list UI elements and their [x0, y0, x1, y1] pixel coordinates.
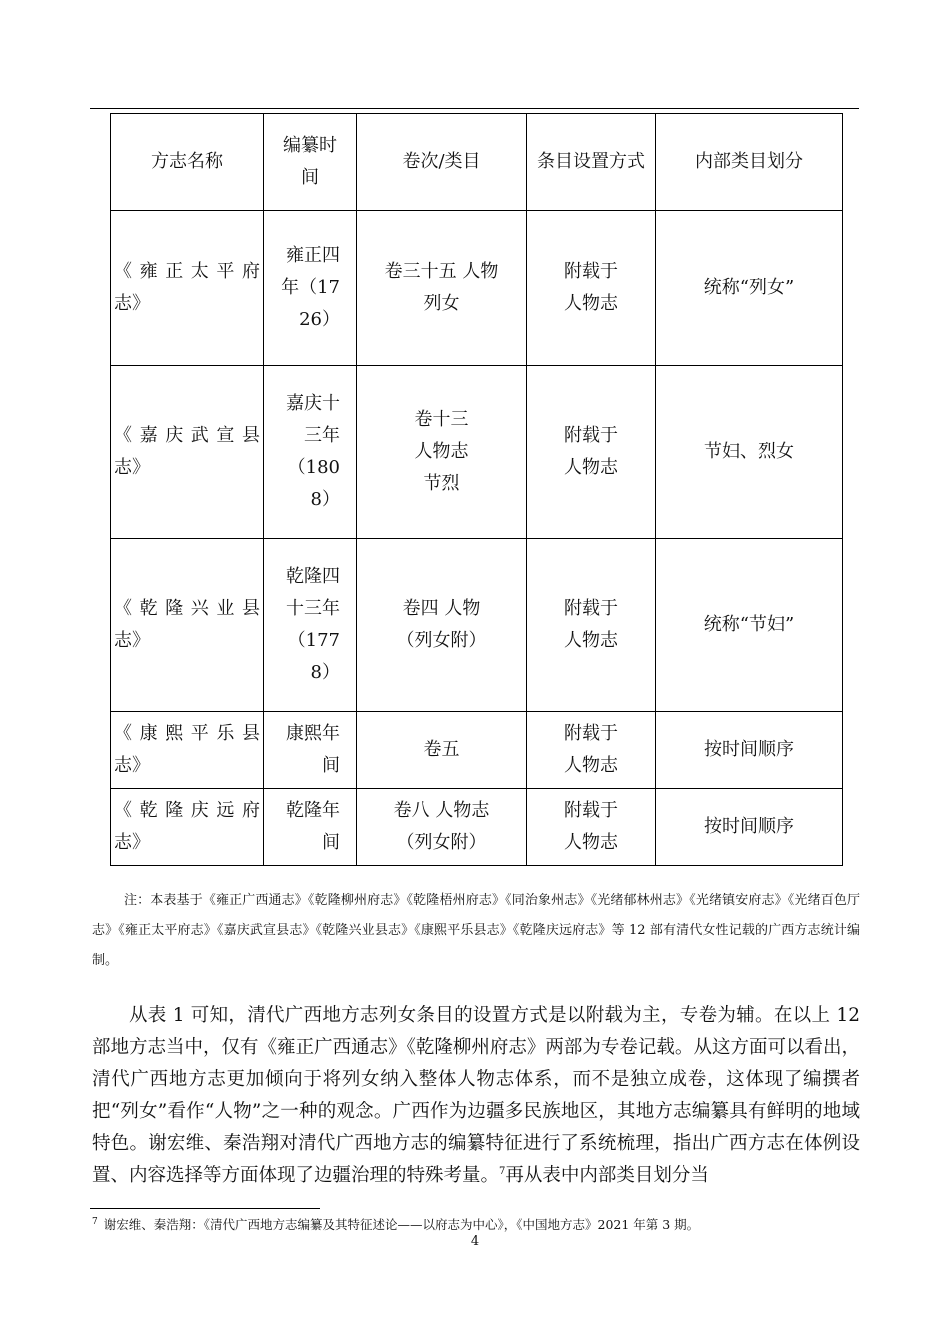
cell-name: 《雍正太平府 志》	[111, 211, 264, 366]
cell-volume: 卷四 人物 （列女附）	[357, 539, 527, 712]
cell-time: 乾隆四十三年（1778）	[264, 539, 357, 712]
cell-division: 统称“列女”	[656, 211, 843, 366]
table-row	[111, 789, 843, 866]
cell-name: 《乾隆庆远府 志》	[111, 789, 264, 866]
cell-time: 嘉庆十三年（1808）	[264, 366, 357, 539]
body-paragraph	[92, 1000, 860, 1192]
cell-name: 《康熙平乐县 志》	[111, 712, 264, 789]
footnote-text: 谢宏维、秦浩翔：《清代广西地方志编纂及其特征述论——以府志为中心》，《中国地方志》2021 年第 3 期。	[103, 1217, 700, 1233]
cell-method: 附载于 人物志	[527, 539, 656, 712]
table-row	[111, 712, 843, 789]
footnote-rule	[90, 1208, 320, 1209]
cell-volume: 卷三十五 人物 列女	[357, 211, 527, 366]
cell-volume: 卷五	[357, 712, 527, 789]
footnote	[92, 1213, 860, 1234]
footnote-number: 7	[92, 1217, 98, 1227]
header-time: 编纂时间	[264, 114, 357, 211]
cell-method: 附载于 人物志	[527, 789, 656, 866]
cell-time: 雍正四年（1726）	[264, 211, 357, 366]
cell-division: 节妇、烈女	[656, 366, 843, 539]
table-header-row	[111, 114, 843, 211]
cell-method: 附载于 人物志	[527, 712, 656, 789]
cell-time: 乾隆年间	[264, 789, 357, 866]
header-division: 内部类目划分	[656, 114, 843, 211]
table-row	[111, 366, 843, 539]
header-name: 方志名称	[111, 114, 264, 211]
top-rule	[90, 108, 859, 109]
cell-time: 康熙年间	[264, 712, 357, 789]
header-volume: 卷次/类目	[357, 114, 527, 211]
gazetteer-table	[110, 113, 843, 866]
page-number: 4	[470, 1234, 480, 1249]
cell-division: 按时间顺序	[656, 789, 843, 866]
cell-division: 按时间顺序	[656, 712, 843, 789]
table-row	[111, 539, 843, 712]
header-method: 条目设置方式	[527, 114, 656, 211]
cell-name: 《嘉庆武宣县 志》	[111, 366, 264, 539]
cell-method: 附载于 人物志	[527, 211, 656, 366]
footnote-ref[interactable]: 7	[499, 1165, 506, 1177]
cell-method: 附载于 人物志	[527, 366, 656, 539]
cell-volume: 卷八 人物志 （列女附）	[357, 789, 527, 866]
table-row	[111, 211, 843, 366]
cell-division: 统称“节妇”	[656, 539, 843, 712]
paragraph-text: 从表 1 可知，清代广西地方志列女条目的设置方式是以附载为主，专卷为辅。在以上 12 部地方志当中，仅有《雍正广西通志》《乾隆柳州府志》两部为专卷记载。从这方面可以看出，清代广西地方志更加倾向于将列女纳入整体人物志体系，而不是独立成卷，这体现了编撰者把“列女”看作“人物”之一种的观念。广西作为边疆多民族地区，其地方志编纂具有鲜明的地域特色。谢宏维、秦浩翔对清代广西地方志的编纂特征进行了系统梳理，指出广西方志在体例设置、内容选择等方面体现了边疆治理的特殊考量。	[92, 1005, 860, 1186]
cell-name: 《乾隆兴业县 志》	[111, 539, 264, 712]
table-note: 注：本表基于《雍正广西通志》《乾隆柳州府志》《乾隆梧州府志》《同治象州志》《光绪郁林州志》《光绪镇安府志》《光绪百色厅志》《雍正太平府志》《嘉庆武宣县志》《乾隆兴业县志》《康熙平乐县志》《乾隆庆远府志》等 12 部有清代女性记载的广西方志统计编制。	[92, 893, 860, 968]
paragraph-text-continued: 再从表中内部类目划分当	[505, 1165, 709, 1186]
cell-volume: 卷十三 人物志 节烈	[357, 366, 527, 539]
